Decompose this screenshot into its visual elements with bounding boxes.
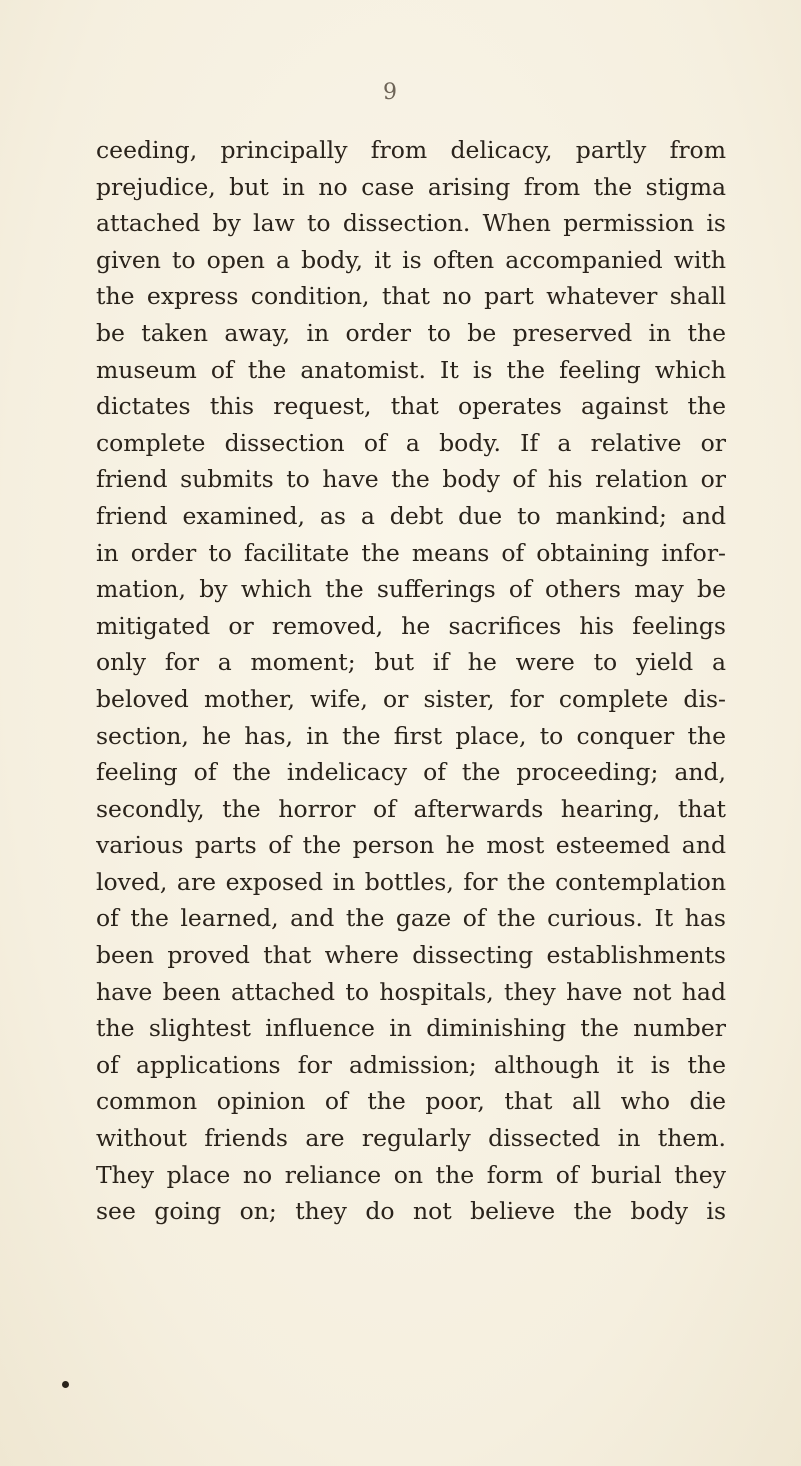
body-text <box>96 132 726 1230</box>
page-number: 9 <box>383 80 397 105</box>
text-line: been proved that where dissecting establishments <box>96 941 726 970</box>
text-line: without friends are regularly dissected in them. <box>96 1124 726 1153</box>
text-line: ceeding, principally from delicacy, partly from <box>96 136 726 164</box>
text-line: given to open a body, it is often accompanied with <box>96 245 726 274</box>
text-line: common opinion of the poor, that all who die <box>96 1087 726 1116</box>
text-line: prejudice, but in no case arising from the stigma <box>96 172 726 201</box>
text-line: various parts of the person he most esteemed and <box>96 831 726 860</box>
margin-mark <box>62 1381 69 1388</box>
text-line: museum of the anatomist. It is the feeling which <box>96 355 726 384</box>
text-line: of the learned, and the gaze of the curious. It has <box>96 904 726 933</box>
text-line: secondly, the horror of afterwards hearing, that <box>96 794 726 823</box>
text-line: see going on; they do not believe the body is <box>96 1197 726 1226</box>
text-line: friend examined, as a debt due to mankind; and <box>96 501 726 530</box>
text-line: only for a moment; but if he were to yield a <box>96 648 726 677</box>
text-line: the slightest influence in diminishing the number <box>96 1014 726 1043</box>
text-line: have been attached to hospitals, they have not had <box>96 977 726 1006</box>
text-line: attached by law to dissection. When permission is <box>96 209 726 238</box>
text-line: friend submits to have the body of his relation or <box>96 465 726 494</box>
text-line: beloved mother, wife, or sister, for complete dis- <box>96 684 726 713</box>
text-line: They place no reliance on the form of burial they <box>96 1160 726 1189</box>
text-line: mation, by which the sufferings of others may be <box>96 575 726 604</box>
text-line: the express condition, that no part whatever shall <box>96 282 726 311</box>
text-line: feeling of the indelicacy of the proceeding; and, <box>96 758 726 787</box>
text-line: in order to facilitate the means of obtaining infor- <box>96 538 726 567</box>
text-line: mitigated or removed, he sacrifices his feelings <box>96 611 726 640</box>
text-line: dictates this request, that operates against the <box>96 392 726 421</box>
text-line: section, he has, in the first place, to conquer the <box>96 721 726 750</box>
text-line: complete dissection of a body. If a relative or <box>96 428 726 457</box>
text-line: loved, are exposed in bottles, for the contemplation <box>96 867 726 896</box>
text-line: be taken away, in order to be preserved in the <box>96 318 726 347</box>
text-line: of applications for admission; although it is the <box>96 1050 726 1079</box>
